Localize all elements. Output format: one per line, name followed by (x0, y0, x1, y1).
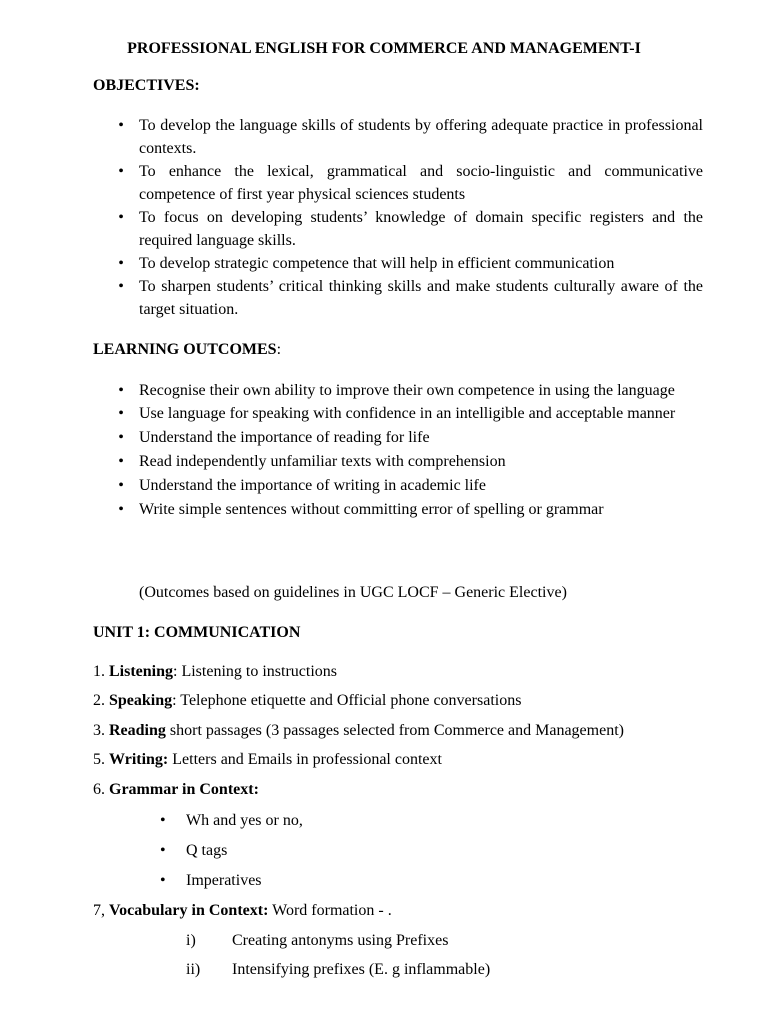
vocab-item (186, 958, 490, 981)
list-item-text: Understand the importance of reading for life (139, 429, 430, 446)
line-number: 1. (93, 663, 109, 680)
roman-numeral: ii) (186, 961, 201, 978)
line-description: short passages (3 passages selected from Commerce and Management) (165, 722, 624, 739)
list-item (93, 160, 703, 206)
list-item-text: To develop strategic competence that will help in efficient communication (139, 255, 615, 272)
bullet-icon: • (118, 477, 124, 494)
bullet-icon: • (118, 209, 124, 226)
unit1-line-grammar (93, 778, 259, 801)
line-number: 7, (93, 902, 109, 919)
bullet-icon: • (118, 429, 124, 446)
bullet-icon: • (118, 501, 124, 518)
outcomes-heading-text: LEARNING OUTCOMES (93, 341, 277, 358)
unit1-line-writing (93, 748, 442, 771)
line-number: 2. (93, 692, 109, 709)
objectives-heading: OBJECTIVES: (93, 77, 200, 94)
line-topic: Grammar in Context: (109, 781, 259, 798)
roman-numeral: i) (186, 932, 196, 949)
list-item (93, 252, 703, 275)
unit1-line-listening (93, 660, 337, 683)
grammar-item-text: Wh and yes or no, (186, 812, 303, 829)
line-number: 3. (93, 722, 109, 739)
outcomes-heading (93, 338, 281, 361)
unit1-line-vocabulary (93, 899, 392, 922)
grammar-item-text: Imperatives (186, 872, 262, 889)
list-item-text: To develop the language skills of students by offering adequate practice in professional contexts. (139, 117, 703, 157)
bullet-icon: • (118, 278, 124, 295)
line-description: Word formation - . (268, 902, 392, 919)
bullet-icon: • (160, 872, 166, 889)
list-item-text: To enhance the lexical, grammatical and socio-linguistic and communicative competence of first year physical sciences students (139, 163, 703, 203)
bullet-icon: • (118, 255, 124, 272)
list-item (93, 426, 703, 449)
list-item (93, 474, 703, 497)
grammar-item-text: Q tags (186, 842, 228, 859)
line-number: 5. (93, 751, 109, 768)
unit1-line-speaking (93, 689, 521, 712)
line-description: : Listening to instructions (173, 663, 338, 680)
bullet-icon: • (160, 842, 166, 859)
list-item (93, 402, 703, 425)
bullet-icon: • (160, 812, 166, 829)
vocab-item-text: Creating antonyms using Prefixes (232, 932, 449, 949)
list-item-text: To focus on developing students’ knowledge of domain specific registers and the required language skills. (139, 209, 703, 249)
list-item (93, 275, 703, 321)
unit1-line-reading (93, 719, 624, 742)
line-topic: Listening (109, 663, 174, 680)
bullet-icon: • (118, 405, 124, 422)
bullet-icon: • (118, 117, 124, 134)
list-item-text: Write simple sentences without committing error of spelling or grammar (139, 501, 604, 518)
bullet-icon: • (118, 382, 124, 399)
grammar-item (160, 839, 227, 862)
bullet-icon: • (118, 163, 124, 180)
line-description: Letters and Emails in professional context (168, 751, 442, 768)
unit1-heading: UNIT 1: COMMUNICATION (93, 624, 301, 641)
outcomes-note: (Outcomes based on guidelines in UGC LOCF – Generic Elective) (139, 584, 567, 601)
vocab-item-text: Intensifying prefixes (E. g inflammable) (232, 961, 491, 978)
vocab-item (186, 929, 448, 952)
list-item (93, 498, 703, 521)
list-item (93, 114, 703, 160)
line-topic: Vocabulary in Context: (109, 902, 269, 919)
list-item (93, 206, 703, 252)
outcomes-heading-colon: : (276, 341, 282, 358)
objectives-list (93, 114, 703, 321)
list-item-text: Read independently unfamiliar texts with comprehension (139, 453, 506, 470)
list-item (93, 379, 703, 402)
list-item (93, 450, 703, 473)
list-item-text: Use language for speaking with confidence in an intelligible and acceptable manner (139, 405, 676, 422)
line-number: 6. (93, 781, 109, 798)
grammar-item (160, 809, 303, 832)
document-title: PROFESSIONAL ENGLISH FOR COMMERCE AND MANAGEMENT-I (127, 40, 641, 57)
line-description: : Telephone etiquette and Official phone conversations (172, 692, 522, 709)
list-item-text: Recognise their own ability to improve their own competence in using the language (139, 382, 675, 399)
list-item-text: Understand the importance of writing in academic life (139, 477, 486, 494)
line-topic: Speaking (109, 692, 173, 709)
list-item-text: To sharpen students’ critical thinking skills and make students culturally aware of the target situation. (139, 278, 703, 318)
line-topic: Writing: (109, 751, 169, 768)
bullet-icon: • (118, 453, 124, 470)
grammar-item (160, 869, 262, 892)
outcomes-list (93, 379, 703, 521)
line-topic: Reading (109, 722, 166, 739)
